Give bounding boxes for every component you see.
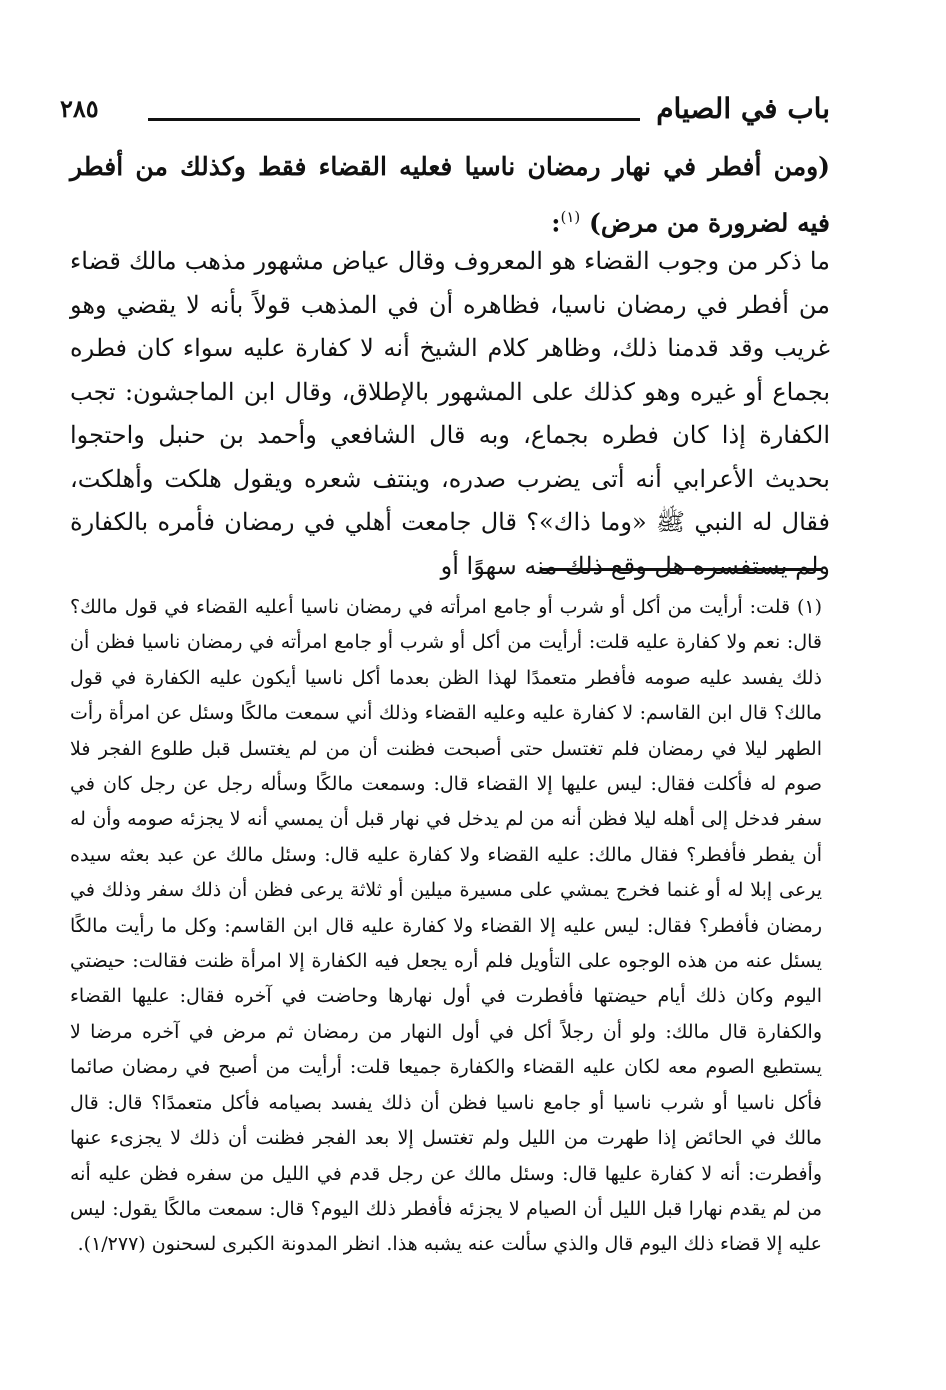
chapter-title: باب في الصيام	[656, 92, 830, 125]
section-heading	[70, 142, 830, 248]
header-rule	[148, 118, 640, 121]
running-header	[60, 92, 830, 136]
page-number: ٢٨٥	[60, 94, 99, 123]
footnote-reference: (١)	[560, 208, 581, 226]
body-paragraph: ما ذكر من وجوب القضاء هو المعروف وقال عياض مشهور مذهب مالك قضاء من أفطر في رمضان ناسيا، فظاهره أن في المذهب قولاً بأنه لا يقضي وهو غريب وقد قدمنا ذلك، وظاهر كلام الشيخ أنه لا كفارة عليه سواء كان فطره بجماع أو غيره وهو كذلك على المشهور بالإطلاق، وقال ابن الماجشون: تجب الكفارة إذا كان فطره بجماع، وبه قال الشافعي وأحمد بن حنبل واحتجوا بحديث الأعرابي أنه أتى يضرب صدره، وينتف شعره ويقول هلكت وأهلكت، فقال له النبي ﷺ «وما ذاك»؟ قال جامعت أهلي في رمضان فأمره بالكفارة ولم يستفسره هل وقع ذلك منه سهوًا أو	[70, 247, 830, 580]
footnote-separator	[540, 568, 822, 571]
heading-colon: :	[551, 208, 561, 238]
section-heading-text: (ومن أفطر في نهار رمضان ناسيا فعليه القضاء فقط وكذلك من أفطر فيه لضرورة من مرض)	[70, 152, 830, 238]
footnote: (١) قلت: أرأيت من أكل أو شرب أو جامع امرأته في رمضان ناسيا أعليه القضاء في قول مالك؟ قال: نعم ولا كفارة عليه قلت: أرأيت من أكل أو شرب أو جامع امرأته في رمضان ناسيا فظن أن ذلك يفسد عليه صومه فأفطر متعمدًا لهذا الظن بعدما أكل ناسيا أيكون عليه الكفارة في قول مالك؟ قال ابن القاسم: لا كفارة عليه وعليه القضاء وذلك أني سمعت مالكًا وسئل عن امرأة رأت الطهر ليلا في رمضان فلم تغتسل حتى أصبحت فظنت أن من لم يغتسل قبل طلوع الفجر فلا صوم له فأكلت فقال: ليس عليها إلا القضاء قال: وسمعت مالكًا وسأله رجل عن رجل كان في سفر فدخل إلى أهله ليلا فظن أنه من لم يدخل في نهار قبل أن يمسي أنه لا يجزئه صومه وأن له أن يفطر فأفطر؟ فقال مالك: عليه القضاء ولا كفارة عليه قال: وسئل مالك عن عبد بعثه سيده يرعى إبلا له أو غنما فخرج يمشي على مسيرة ميلين أو ثلاثة يرعى فظن أن ذلك سفر وذلك في رمضان فأفطر؟ فقال: ليس عليه إلا القضاء ولا كفارة عليه قال ابن القاسم: وكل ما رأيت مالكًا يسئل عنه من هذه الوجوه على التأويل فلم أره يجعل فيه الكفارة إلا امرأة ظنت فقالت: حيضتي اليوم وكان ذلك أيام حيضتها فأفطرت في أول نهارها وحاضت في آخره فقال: عليها القضاء والكفارة قال مالك: ولو أن رجلاً أكل في أول النهار من رمضان ثم مرض في آخره مرضا لا يستطيع الصوم معه لكان عليه القضاء والكفارة جميعا قلت: أرأيت من أصبح في رمضان صائما فأكل ناسيا أو شرب ناسيا أو جامع ناسيا فظن أن ذلك يفسد بصيامه فأكل متعمدًا؟ قال: قال مالك في الحائض إذا طهرت من الليل ولم تغتسل إلا بعد الفجر فظنت أن ذلك لا يجزىء عنها وأفطرت: أنه لا كفارة عليها قال: وسئل مالك عن رجل قدم في الليل من سفره فظن عليه أنه من لم يقدم نهارا قبل الليل أن الصيام لا يجزئه فأفطر ذلك اليوم؟ قال: سمعت مالكًا يقول: ليس عليه إلا قضاء ذلك اليوم قال والذي سألت عنه يشبه هذا. انظر المدونة الكبرى لسحنون (١/٢٧٧).	[70, 596, 822, 1256]
